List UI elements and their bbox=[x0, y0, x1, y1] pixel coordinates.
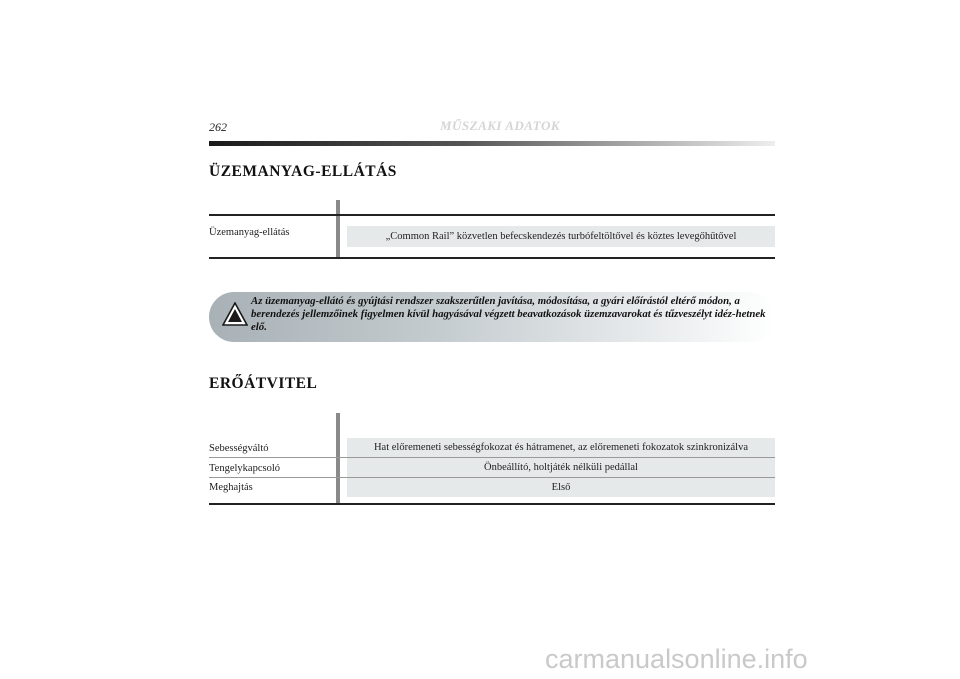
page-number: 262 bbox=[209, 120, 227, 134]
table-row-value: Első bbox=[347, 478, 775, 497]
table-bottom-rule bbox=[209, 503, 775, 505]
watermark: carmanualsonline.info bbox=[545, 644, 808, 674]
table-bottom-rule bbox=[209, 257, 775, 259]
warning-triangle-icon bbox=[222, 302, 248, 326]
section-title-transmission: ERŐÁTVITEL bbox=[209, 375, 318, 392]
table-row-value: Önbeállító, holtjáték nélküli pedállal bbox=[347, 458, 775, 477]
fuel-value: „Common Rail” közvetlen befecskendezés turbófeltöltővel és köztes levegőhűtővel bbox=[347, 226, 775, 247]
table-row-label: Tengelykapcsoló bbox=[209, 463, 280, 474]
fuel-label: Üzemanyag-ellátás bbox=[209, 227, 290, 238]
warning-text: Az üzemanyag-ellátó és gyújtási rendszer szakszerűtlen javítása, módosítása, a gyári előírástól eltérő módon, a berendezés jellemzőinek figyelmen kívül hagyásával végzett beavatkozások üzemzavarokat és tűzveszélyt idéz-hetnek elő. bbox=[251, 295, 766, 333]
table-top-rule bbox=[209, 214, 775, 216]
table-row-label: Sebességváltó bbox=[209, 443, 269, 454]
table-row-label: Meghajtás bbox=[209, 482, 253, 493]
table-divider bbox=[336, 413, 340, 504]
section-title-fuel: ÜZEMANYAG-ELLÁTÁS bbox=[209, 163, 397, 180]
header-rule bbox=[209, 141, 775, 146]
table-divider bbox=[336, 200, 340, 258]
table-row-value: Hat előremeneti sebességfokozat és hátramenet, az előremeneti fokozatok szinkronizálva bbox=[347, 438, 775, 457]
running-title: MŰSZAKI ADATOK bbox=[439, 118, 561, 133]
